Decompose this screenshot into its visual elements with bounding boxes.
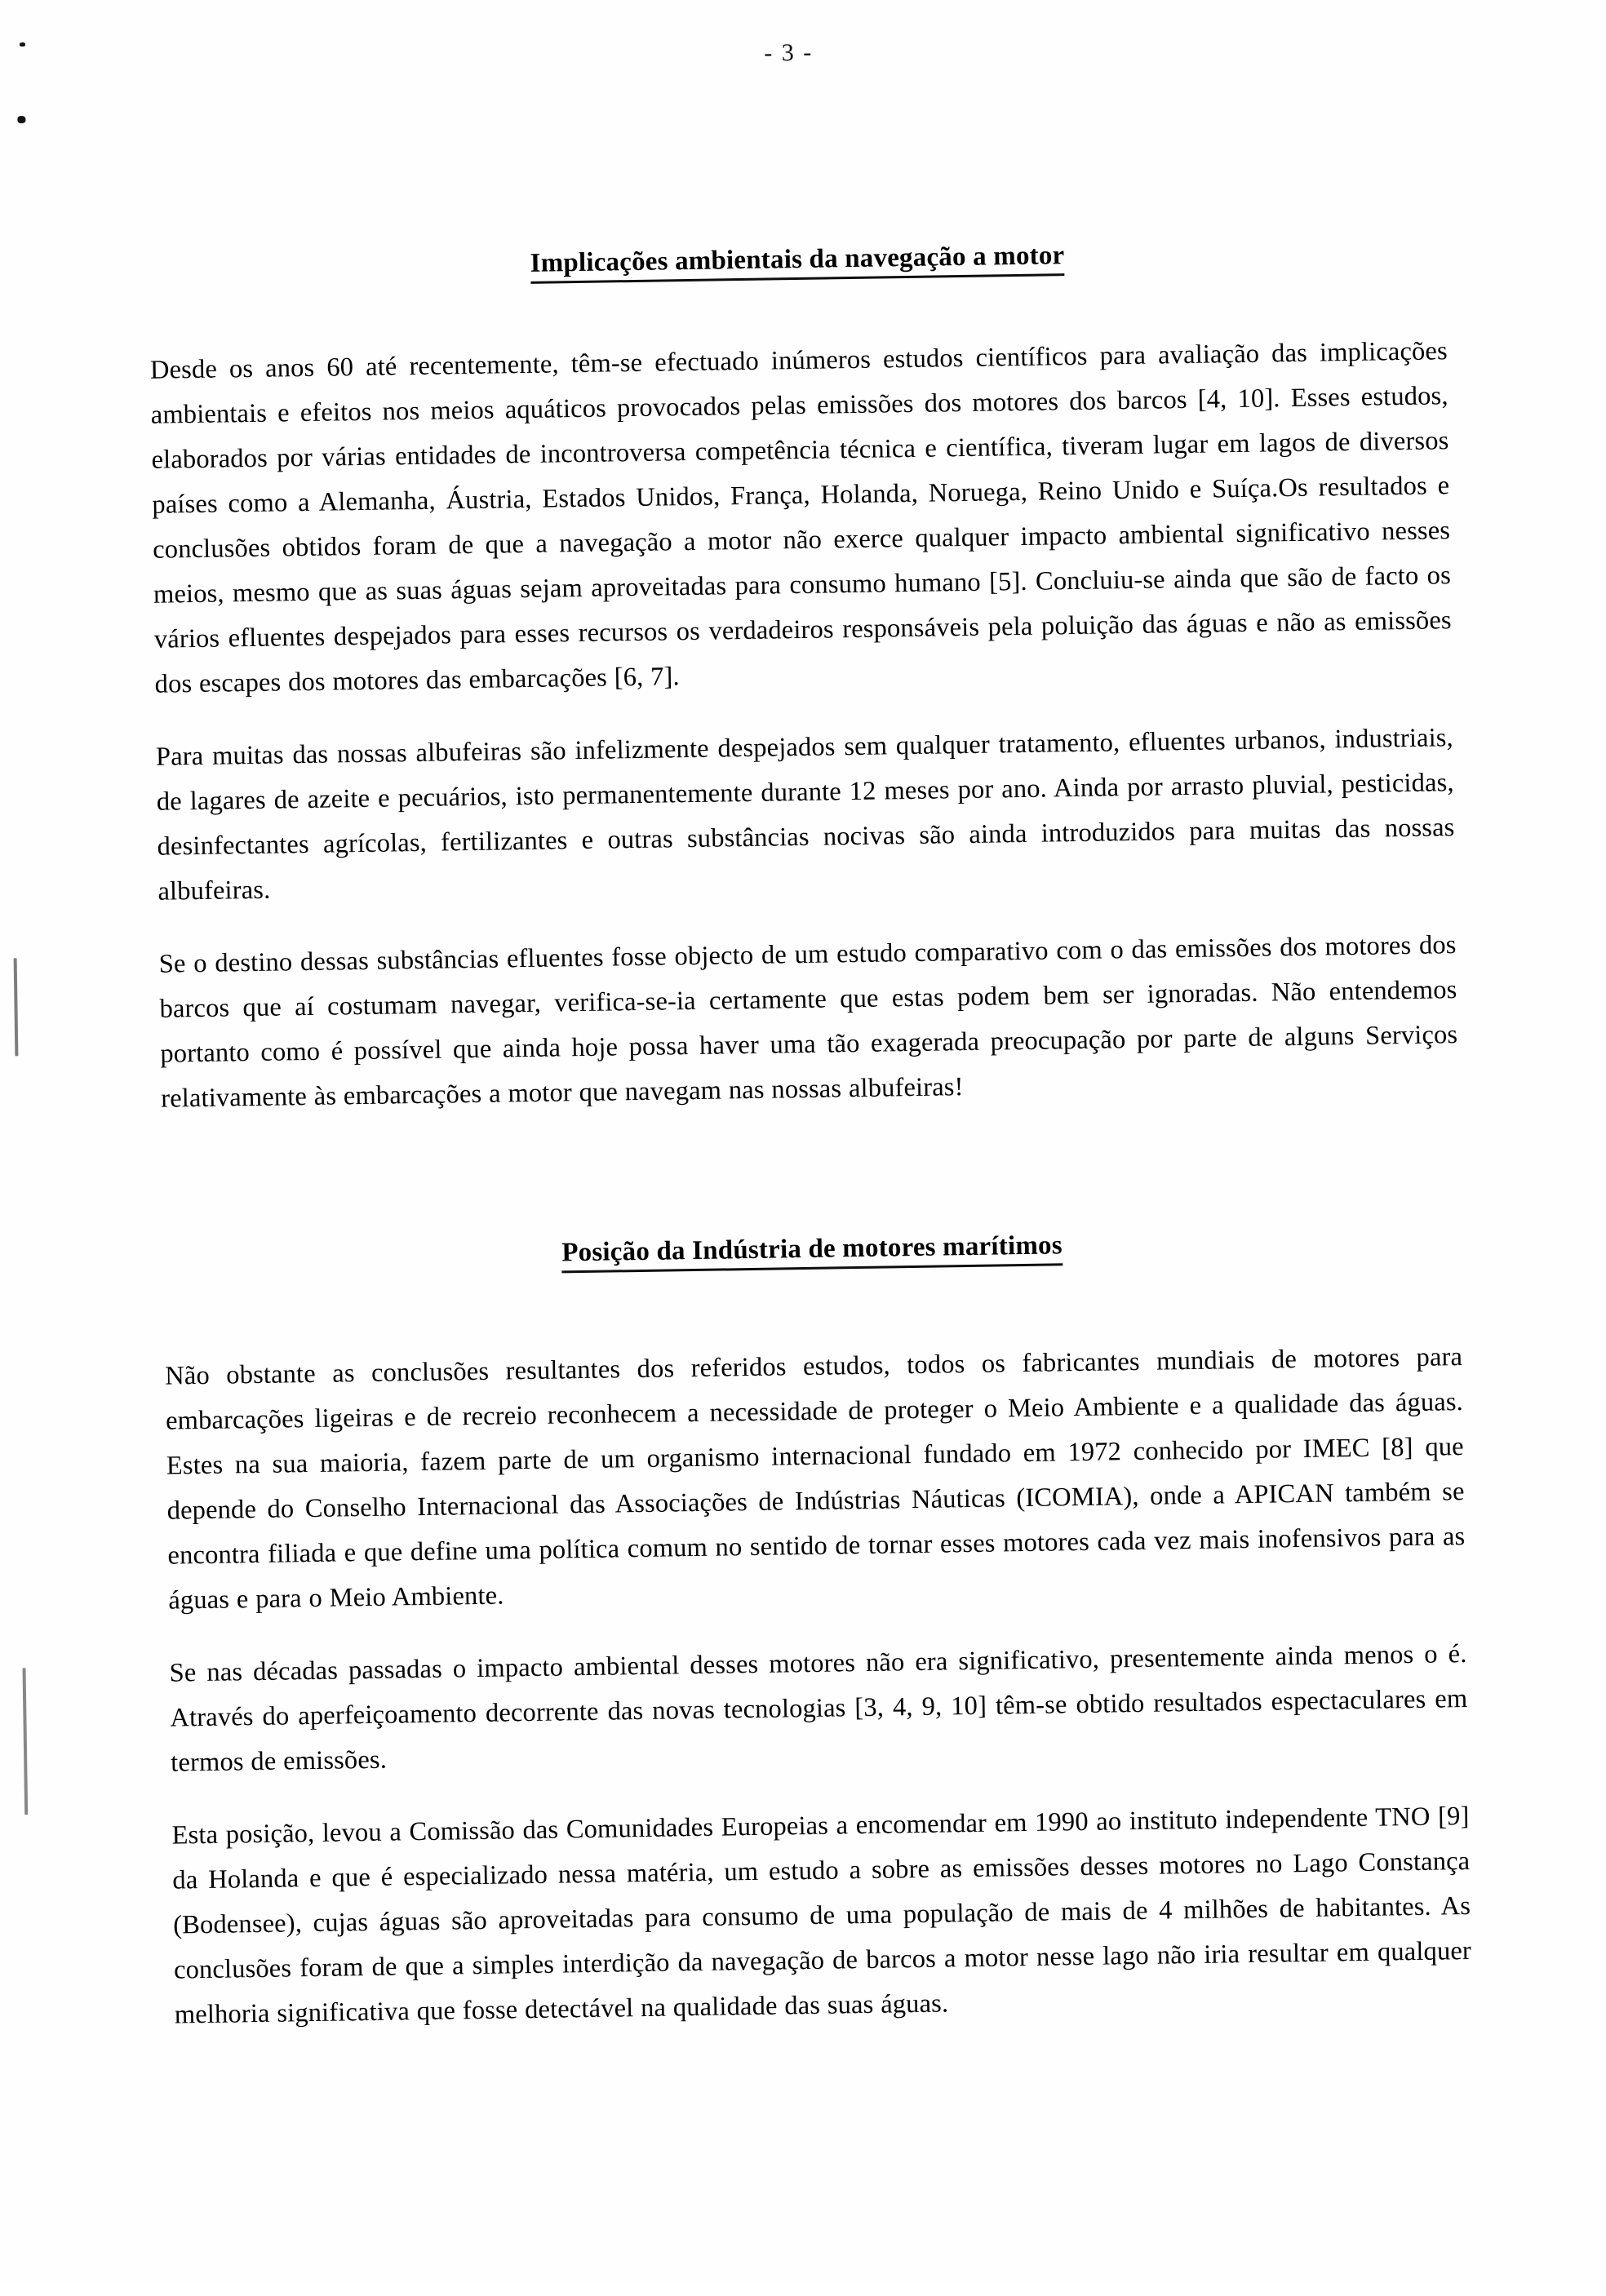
page-number: - 3 -	[764, 38, 814, 67]
paragraph: Se nas décadas passadas o impacto ambiental desses motores não era significativo, presentemente ainda menos o é. Através do aperfeiçoamento decorrente das novas tecnologias [3, 4, 9, 10] têm-se obtido resultados espectaculares em termos de emissões.	[169, 1639, 1468, 1778]
paragraph: Desde os anos 60 até recentemente, têm-se efectuado inúmeros estudos científicos para avaliação das implicações ambientais e efeitos nos meios aquáticos provocados pelas emissões dos motores dos barcos [4, 10]. Esses estudos, elaborados por várias entidades de incontroversa competência técnica e científica, tiveram lugar em lagos de diversos países como a Alemanha, Áustria, Estados Unidos, França, Holanda, Noruega, Reino Unido e Suíça.Os resultados e conclusões obtidos foram de que a navegação a motor não exerce qualquer impacto ambiental significativo nesses meios, mesmo que as suas águas sejam aproveitadas para consumo humano [5]. Concluiu-se ainda que são de facto os vários efluentes despejados para esses recursos os verdadeiros responsáveis pela poluição das águas e não as emissões dos escapes dos motores das embarcações [6, 7].	[149, 336, 1452, 699]
document-body	[144, 0, 1472, 2038]
scan-speck-artifact	[20, 42, 25, 47]
paragraph: Não obstante as conclusões resultantes dos referidos estudos, todos os fabricantes mundiais de motores para embarcações ligeiras e de recreio reconhecem a necessidade de proteger o Meio Ambiente e a qualidade das águas. Estes na sua maioria, fazem parte de um organismo internacional fundado em 1972 conhecido por IMEC [8] que depende do Conselho Internacional das Associações de Indústrias Náuticas (ICOMIA), onde a APICAN também se encontra filiada e que define uma política comum no sentido de tornar esses motores cada vez mais inofensivos para as águas e para o Meio Ambiente.	[164, 1342, 1466, 1616]
paragraph: Esta posição, levou a Comissão das Comunidades Europeias a encomendar em 1990 ao instituto independente TNO [9] da Holanda e que é especializado nessa matéria, um estudo a sobre as emissões desses motores no Lago Constança (Bodensee), cujas águas são aproveitadas para consumo de uma população de mais de 4 milhões de habitantes. As conclusões foram de que a simples interdição da navegação de barcos a motor nesse lago não iria resultar em qualquer melhoria significativa que fosse detectável na qualidade das suas águas.	[171, 1801, 1472, 2030]
scan-edge-artifact	[23, 1668, 29, 1815]
section-heading-1-text: Implicações ambientais da navegação a motor	[530, 241, 1064, 284]
scan-edge-artifact	[14, 958, 19, 1056]
paragraph: Se o destino dessas substâncias efluentes fosse objecto de um estudo comparativo com o das emissões dos motores dos barcos que aí costumam navegar, verifica-se-ia certamente que estas podem bem ser ignoradas. Não entendemos portanto como é possível que ainda hoje possa haver uma tão exagerada preocupação por parte de alguns Serviços relativamente às embarcações a motor que navegam nas nossas albufeiras!	[158, 930, 1458, 1114]
paragraph: Para muitas das nossas albufeiras são infelizmente despejados sem qualquer tratamento, efluentes urbanos, industriais, de lagares de azeite e pecuários, isto permanentemente durante 12 meses por ano. Ainda por arrasto pluvial, pesticidas, desinfectantes agrícolas, fertilizantes e outras substâncias nocivas são ainda introduzidos para muitas das nossas albufeiras.	[155, 723, 1455, 906]
scan-speck-artifact	[17, 116, 25, 123]
section-heading-2-text: Posição da Indústria de motores marítimos	[561, 1230, 1063, 1273]
